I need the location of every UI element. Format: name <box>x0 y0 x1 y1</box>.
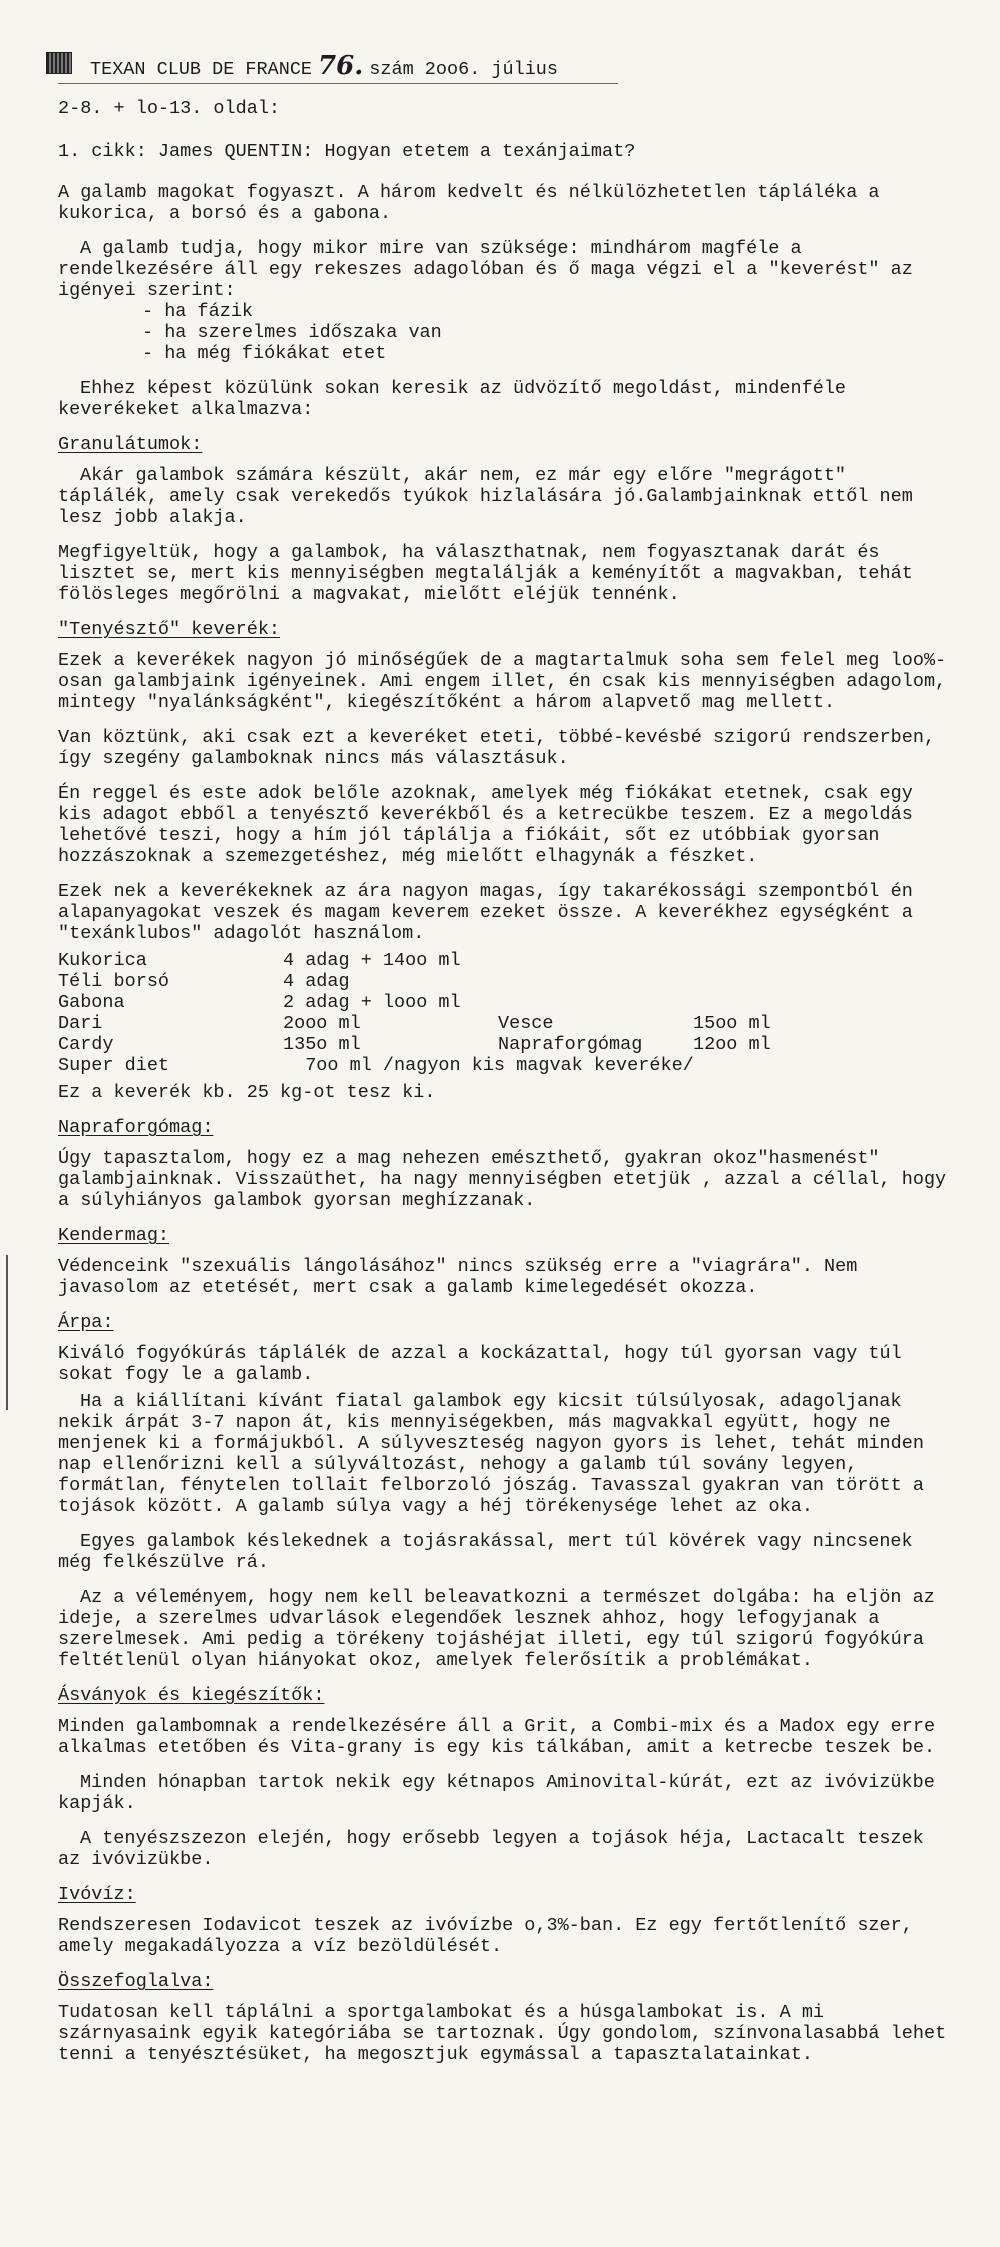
table-row <box>58 1055 771 1076</box>
issue-number: 76. <box>318 51 364 81</box>
table-cell: Super diet <box>58 1055 170 1076</box>
mix-table <box>58 950 771 1076</box>
table-row <box>58 1034 771 1055</box>
table-row <box>58 950 771 971</box>
margin-mark <box>6 1255 8 1410</box>
paragraph: Védenceink "szexuális lángolásához" nincs szükség erre a "viagrára". Nem javasolom az etetését, mert csak a galamb kimelegedését okozza. <box>58 1256 858 1298</box>
needs-list <box>142 301 956 364</box>
paragraph: Ezek a keverékek nagyon jó minőségűek de a magtartalmuk soha sem felel meg loo%-osan galambjaink igényeinek. Ami engem illet, én csak kis mennyiségben adagolom, mintegy "nyalánkságként", kiegészítőként a három alapvető mag mellett. <box>58 650 947 713</box>
paragraph: Úgy tapasztalom, hogy ez a mag nehezen emészthető, gyakran okoz"hasmenést" galambjainknak. Visszaüthet, ha nagy mennyiségben etetjük , azzal a céllal, hogy a súlyhiányos galambok gyorsan meghízzanak. <box>58 1148 947 1211</box>
table-row <box>58 971 771 992</box>
section-heading-granulatumok: Granulátumok: <box>58 434 203 455</box>
mix-total: Ez a keverék kb. 25 kg-ot tesz ki. <box>58 1082 436 1103</box>
paragraph: Ha a kiállítani kívánt fiatal galambok egy kicsit túlsúlyosak, adagoljanak nekik árpát 3-7 napon át, kis mennyiségekben, más magvakkal együtt, hogy ne menjenek ki a formájukból. A súlyveszteség nagyon gyors is lehet, tehát minden nap ellenőrizni kell a súlyváltozást, nehogy a galamb túl sovány legyen, formátlan, fénytelen tollait felborzoló jószág. Tavasszal gyakran van törött a tojások között. A galamb súlya vagy a héj törékenysége lehet az oka. <box>58 1391 924 1517</box>
paragraph: Akár galambok számára készült, akár nem, ez már egy előre "megrágott" táplálék, amely csak verekedős tyúkok hizlalására jó.Galambjainknak ettől nem lesz jobb alakja. <box>58 465 913 528</box>
section-heading-arpa: Árpa: <box>58 1312 114 1333</box>
section-heading-osszefoglalva: Összefoglalva: <box>58 1971 214 1992</box>
paragraph: Kiváló fogyókúrás táplálék de azzal a kockázattal, hogy túl gyorsan vagy túl sokat fogy le a galamb. <box>58 1343 902 1385</box>
club-logo-icon <box>46 52 72 74</box>
paragraph: Az a véleményem, hogy nem kell beleavatkozni a természet dolgába: ha eljön az ideje, a szerelmes udvarlások elegendőek lesznek ahhoz, hogy lefogyjanak a szerelmesek. Ami pedig a törékeny tojáshéjat illeti, egy túl szigorú fogyókúra feltétlenül olyan hiányokat okoz, amelyek felerősítik a problémákat. <box>58 1587 935 1671</box>
list-item: - ha szerelmes időszaka van <box>142 322 442 343</box>
table-cell <box>498 950 693 971</box>
paragraph: Egyes galambok késlekednek a tojásrakással, mert túl kövérek vagy nincsenek még felkészülve rá. <box>58 1531 913 1573</box>
table-cell: Napraforgómag <box>498 1034 643 1055</box>
paragraph: Minden hónapban tartok nekik egy kétnapos Aminovital-kúrát, ezt az ivóvizükbe kapják. <box>58 1772 935 1814</box>
table-cell: 2ooo ml <box>283 1013 361 1034</box>
issue-date: szám 2oo6. július <box>369 59 559 80</box>
table-cell: 135o ml <box>283 1034 361 1055</box>
table-cell <box>498 971 693 992</box>
table-cell: 15oo ml <box>693 1013 771 1034</box>
list-item: - ha még fiókákat etet <box>142 343 387 364</box>
table-cell <box>693 971 771 992</box>
paragraph: Rendszeresen Iodavicot teszek az ivóvízbe o,3%-ban. Ez egy fertőtlenítő szer, amely megakadályozza a víz bezöldülését. <box>58 1915 913 1957</box>
section-heading-ivoviz: Ivóvíz: <box>58 1884 136 1905</box>
paragraph: Tudatosan kell táplálni a sportgalambokat és a húsgalambokat is. A mi szárnyasaink egyik kategóriába se tartoznak. Úgy gondolom, színvonalasabbá lehet tenni a tenyésztésüket, ha megosztjuk egymással a tapasztalatainkat. <box>58 2002 947 2065</box>
section-heading-napraforgomag: Napraforgómag: <box>58 1117 214 1138</box>
table-cell: Cardy <box>58 1034 114 1055</box>
paragraph: A tenyészszezon elején, hogy erősebb legyen a tojások héja, Lactacalt teszek az ivóvizükbe. <box>58 1828 924 1870</box>
header-rule <box>58 83 618 84</box>
table-cell <box>693 992 771 1013</box>
intro-paragraph-2: A galamb tudja, hogy mikor mire van szüksége: mindhárom magféle a rendelkezésére áll egy rekeszes adagolóban és ő maga végzi el a "keverést" az igényei szerint: <box>58 238 913 301</box>
table-row <box>58 1013 771 1034</box>
table-cell: 7oo ml /nagyon kis magvak keveréke/ <box>283 1055 694 1076</box>
section-heading-tenyeszto: "Tenyésztő" keverék: <box>58 619 281 640</box>
table-cell: Gabona <box>58 992 125 1013</box>
after-list-paragraph: Ehhez képest közülünk sokan keresik az üdvözítő megoldást, mindenféle keverékeket alkalmazva: <box>58 378 847 420</box>
intro-paragraph-1: A galamb magokat fogyaszt. A három kedvelt és nélkülözhetetlen tápláléka a kukorica, a borsó és a gabona. <box>58 182 880 224</box>
club-name: TEXAN CLUB DE FRANCE <box>90 59 313 80</box>
table-cell: Vesce <box>498 1013 554 1034</box>
section-heading-kendermag: Kendermag: <box>58 1225 170 1246</box>
table-cell: Kukorica <box>58 950 147 971</box>
list-item: - ha fázik <box>142 301 254 322</box>
table-cell: 4 adag <box>283 971 350 992</box>
paragraph: Ezek nek a keverékeknek az ára nagyon magas, így takarékossági szempontból én alapanyagokat veszek és magam keverem ezeket össze. A keverékhez egységként a "texánklubos" adagolót használom. <box>58 881 913 944</box>
paragraph: Van köztünk, aki csak ezt a keveréket eteti, többé-kevésbé szigorú rendszerben, így szegény galamboknak nincs más választásuk. <box>58 727 936 769</box>
table-cell: 2 adag + looo ml <box>283 992 461 1013</box>
article-title: 1. cikk: James QUENTIN: Hogyan etetem a texánjaimat? <box>58 141 636 162</box>
header-pages: 2-8. + lo-13. oldal: <box>58 98 281 119</box>
table-row <box>58 992 771 1013</box>
section-heading-asvanyok: Ásványok és kiegészítők: <box>58 1685 325 1706</box>
table-cell: 4 adag + 14oo ml <box>283 950 461 971</box>
paragraph: Minden galambomnak a rendelkezésére áll a Grit, a Combi-mix és a Madox egy erre alkalmas etetőben és Vita-grany is egy kis tálkában, amit a ketrecbe teszek be. <box>58 1716 936 1758</box>
table-cell: Téli borsó <box>58 971 170 992</box>
table-cell: 12oo ml <box>693 1034 771 1055</box>
table-cell <box>498 992 693 1013</box>
table-cell <box>693 950 771 971</box>
header-line-1 <box>58 52 956 80</box>
paragraph: Megfigyeltük, hogy a galambok, ha választhatnak, nem fogyasztanak darát és lisztet se, mert kis mennyiségben megtalálják a keményítőt a magvakban, tehát fölösleges megőrölni a magvakat, mielőtt eléjük tennénk. <box>58 542 913 605</box>
table-cell: Dari <box>58 1013 103 1034</box>
paragraph: Én reggel és este adok belőle azoknak, amelyek még fiókákat etetnek, csak egy kis adagot ebből a tenyésztő keverékből és a ketrecükbe teszem. Ez a megoldás lehetővé teszi, hogy a hím jól táplálja a fiókáit, sőt ez utóbbiak gyorsan hozzászoknak a szemezgetéshez, még mielőtt elhagynák a fészket. <box>58 783 913 867</box>
